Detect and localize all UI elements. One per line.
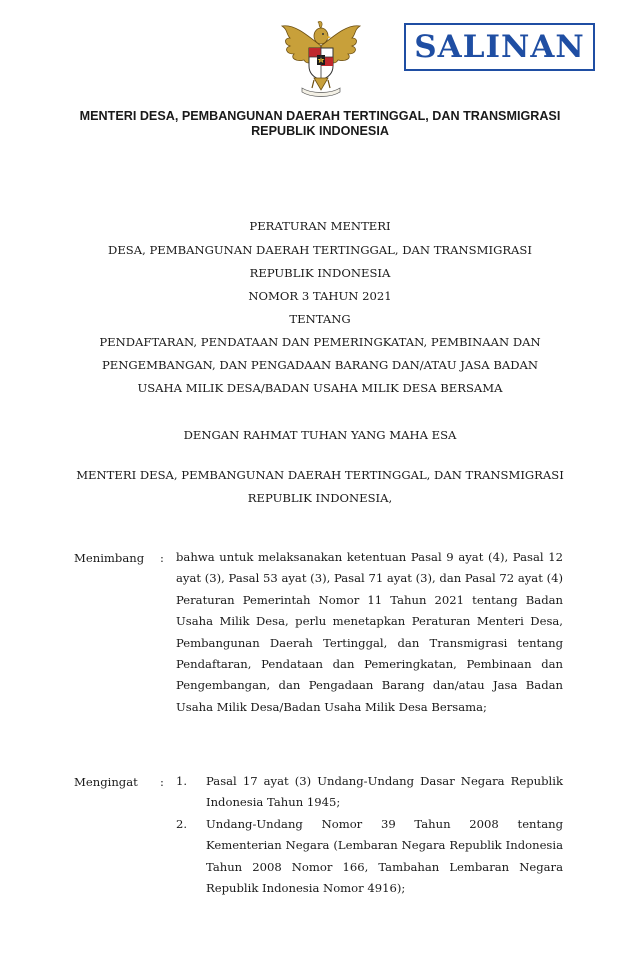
- salinan-stamp: [404, 23, 595, 71]
- title-line-7: PENGEMBANGAN, DAN PENGADAAN BARANG DAN/ATAU JASA BADAN: [101, 358, 539, 372]
- list-item-number: 1.: [176, 774, 188, 788]
- mengingat-label: Mengingat: [74, 775, 138, 789]
- list-item-text: Undang-Undang Nomor 39 Tahun 2008 tentang Kementerian Negara (Lembaran Negara Republik Indonesia Tahun 2008 Nomor 166, Tambahan Lembaran Negara Republik Indonesia Nomor 4916);: [206, 817, 563, 896]
- garuda-emblem-icon: [276, 16, 366, 100]
- ministry-header-line1: MENTERI DESA, PEMBANGUNAN DAERAH TERTINGGAL, DAN TRANSMIGRASI: [79, 109, 561, 123]
- menimbang-label: Menimbang: [74, 551, 145, 565]
- ministry-header-line2: REPUBLIK INDONESIA: [251, 124, 389, 138]
- list-item: [176, 814, 563, 904]
- list-item-text: Pasal 17 ayat (3) Undang-Undang Dasar Negara Republik Indonesia Tahun 1945;: [206, 774, 563, 810]
- menimbang-colon: :: [160, 551, 164, 565]
- list-item-number: 2.: [176, 817, 188, 831]
- title-line-2: DESA, PEMBANGUNAN DAERAH TERTINGGAL, DAN TRANSMIGRASI: [108, 243, 532, 257]
- minister-line-2: REPUBLIK INDONESIA,: [247, 491, 393, 505]
- title-line-6: PENDAFTARAN, PENDATAAN DAN PEMERINGKATAN, PEMBINAAN DAN: [99, 335, 541, 349]
- title-line-8: USAHA MILIK DESA/BADAN USAHA MILIK DESA BERSAMA: [137, 381, 503, 395]
- title-line-5: TENTANG: [289, 312, 351, 326]
- blessing-line: DENGAN RAHMAT TUHAN YANG MAHA ESA: [183, 428, 457, 442]
- title-line-3: REPUBLIK INDONESIA: [249, 266, 391, 280]
- title-line-1: PERATURAN MENTERI: [249, 219, 391, 233]
- salinan-stamp-label: SALINAN: [414, 29, 585, 65]
- mengingat-colon: :: [160, 775, 164, 789]
- menimbang-text: bahwa untuk melaksanakan ketentuan Pasal 9 ayat (4), Pasal 12 ayat (3), Pasal 53 ayat (3), Pasal 71 ayat (3), dan Pasal 72 ayat (4) Peraturan Pemerintah Nomor 11 Tahun 2021 tentang Badan Usaha Milik Desa, perlu menetapkan Peraturan Menteri Desa, Pembangunan Daerah Tertinggal, dan Transmigrasi tentang Pendaftaran, Pendataan dan Pemeringkatan, Pembinaan dan Pengembangan, dan Pengadaan Barang dan/atau Jasa Badan Usaha Milik Desa/Badan Usaha Milik Desa Bersama;: [176, 550, 563, 714]
- list-item: [176, 771, 563, 814]
- minister-line-1: MENTERI DESA, PEMBANGUNAN DAERAH TERTINGGAL, DAN TRANSMIGRASI: [76, 468, 564, 482]
- title-line-4: NOMOR 3 TAHUN 2021: [248, 289, 392, 303]
